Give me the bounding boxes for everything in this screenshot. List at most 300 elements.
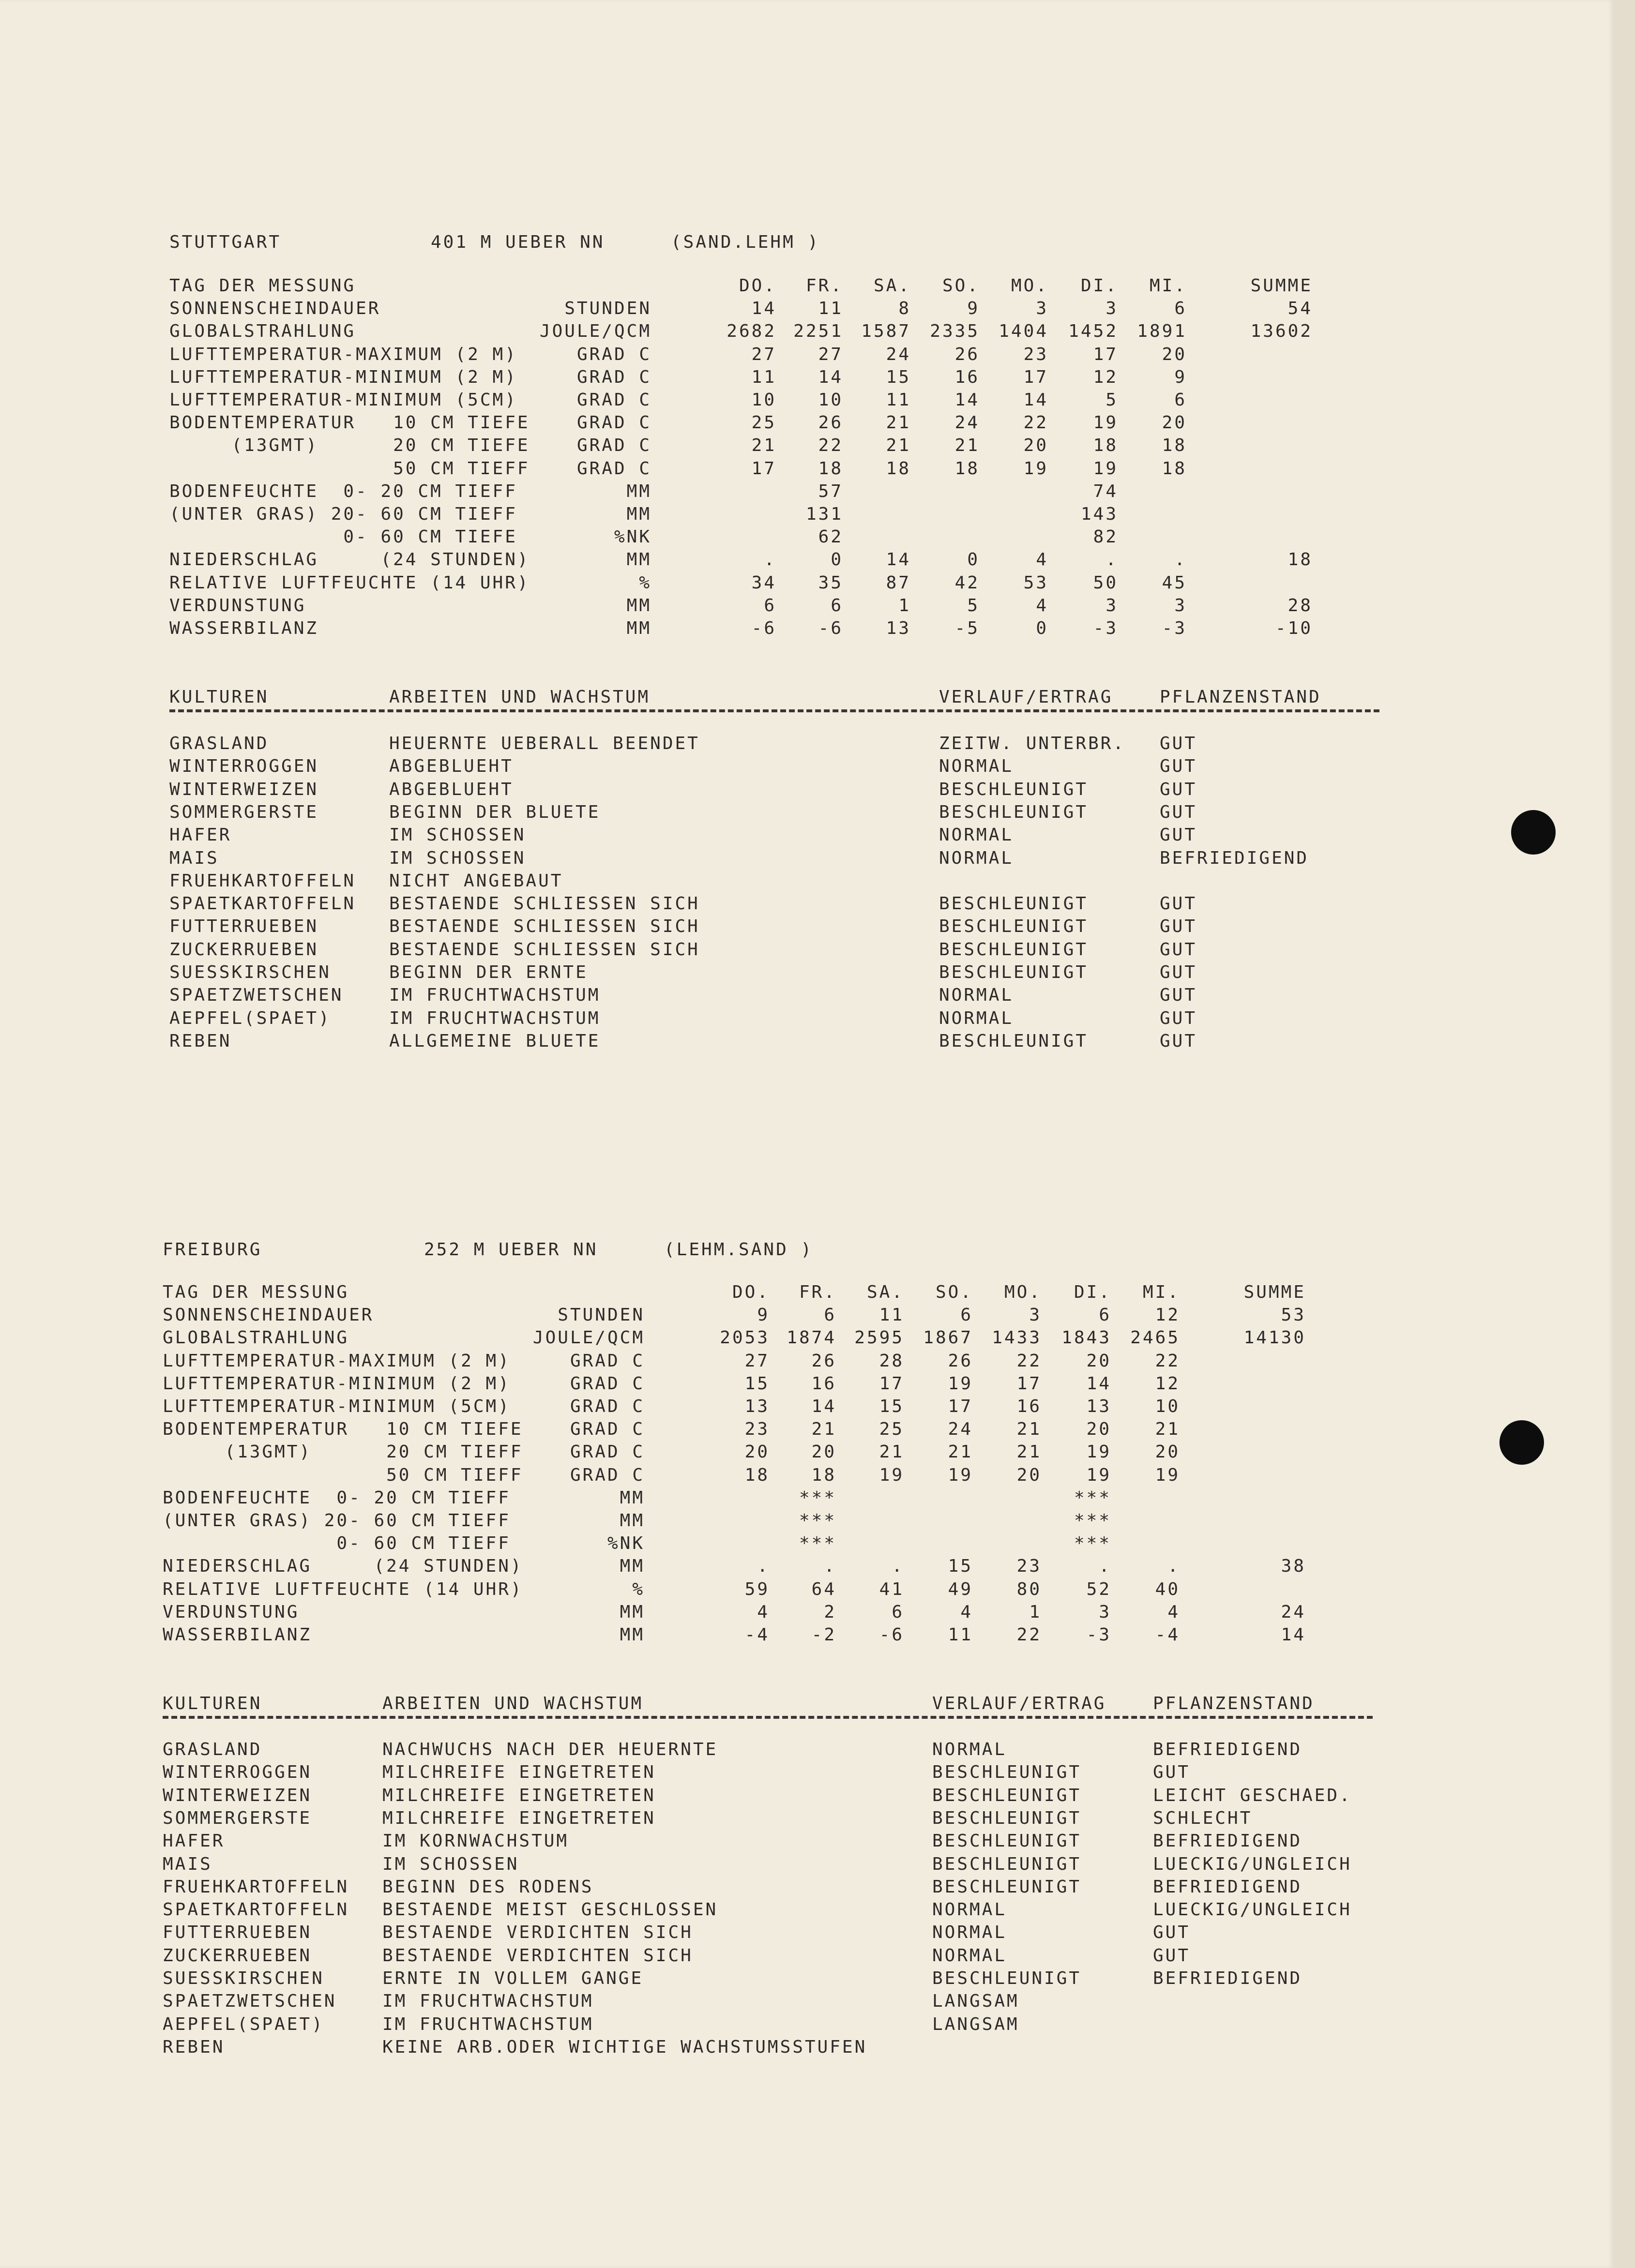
measure-value: 13 — [886, 618, 911, 638]
measure-label: NIEDERSCHLAG (24 STUNDEN) — [163, 1556, 523, 1577]
measure-value: 35 — [818, 572, 843, 593]
measure-row — [0, 1510, 1597, 1532]
measure-unit: MM — [626, 481, 651, 501]
crop-work: BESTAENDE SCHLIESSEN SICH — [389, 894, 700, 914]
measure-value: 8 — [898, 299, 911, 319]
measure-row — [0, 1555, 1597, 1577]
crop-state: GUT — [1153, 1762, 1191, 1783]
measure-unit: MM — [620, 1625, 645, 1645]
day-header: DI. — [1080, 276, 1118, 296]
measure-value: 0 — [967, 550, 980, 570]
measure-value: 14 — [1086, 1373, 1111, 1394]
crop-row — [0, 1785, 1597, 1807]
measure-value: 17 — [1093, 344, 1118, 364]
measure-label: LUFTTEMPERATUR-MAXIMUM (2 M) — [163, 1351, 511, 1371]
measure-value: 3 — [1174, 595, 1187, 616]
crop-row — [0, 1922, 1597, 1944]
crop-work: BEGINN DER ERNTE — [389, 962, 588, 982]
measure-value: 17 — [1023, 367, 1048, 387]
measure-unit: JOULE/QCM — [532, 1328, 645, 1348]
measure-unit: %NK — [614, 527, 651, 547]
measure-value: 6 — [892, 1602, 904, 1622]
measure-value: 10 — [818, 390, 843, 410]
crop-name: WINTERWEIZEN — [169, 779, 319, 799]
crop-trend: NORMAL — [939, 1008, 1014, 1028]
measure-value: 26 — [811, 1351, 836, 1371]
measure-value: 18 — [954, 458, 980, 479]
measure-row — [0, 1578, 1597, 1601]
measure-value: . — [764, 550, 776, 570]
measure-value: 4 — [1036, 550, 1048, 570]
measure-sum: 38 — [1281, 1556, 1306, 1577]
measure-label: VERDUNSTUNG — [169, 595, 306, 616]
day-header: DI. — [1074, 1282, 1111, 1302]
crop-trend: BESCHLEUNIGT — [939, 962, 1089, 982]
measure-unit: GRAD C — [570, 1442, 645, 1462]
measure-unit: % — [639, 572, 651, 593]
measure-value: 19 — [948, 1373, 973, 1394]
measure-value: 18 — [744, 1465, 770, 1485]
measure-value: 4 — [960, 1602, 973, 1622]
measure-value: 17 — [751, 458, 776, 479]
measure-value: -3 — [1086, 1625, 1111, 1645]
measure-value: 20 — [1162, 413, 1187, 433]
day-header: MI. — [1149, 276, 1187, 296]
measure-value: 14 — [751, 299, 776, 319]
measure-value: 0 — [1036, 618, 1048, 638]
measure-value: 27 — [751, 344, 776, 364]
measure-row — [0, 1624, 1597, 1646]
measure-value: 19 — [1093, 413, 1118, 433]
measure-value: 3 — [1029, 1305, 1042, 1325]
crop-row — [0, 1830, 1597, 1852]
day-header-row — [0, 275, 1597, 297]
measure-sum: -10 — [1275, 618, 1313, 638]
measure-unit: % — [632, 1579, 645, 1599]
measure-title-label: TAG DER MESSUNG — [163, 1282, 349, 1302]
measure-value: 26 — [948, 1351, 973, 1371]
station-elevation: 401 M UEBER NN — [431, 232, 605, 252]
crop-row — [0, 847, 1597, 870]
crop-row — [0, 2013, 1597, 2036]
crop-row — [0, 1761, 1597, 1784]
measure-value: 19 — [1093, 458, 1118, 479]
measure-value: 20 — [1086, 1351, 1111, 1371]
measure-row — [0, 298, 1597, 320]
measure-value: 82 — [1093, 527, 1118, 547]
crop-work: ERNTE IN VOLLEM GANGE — [382, 1968, 644, 1988]
sum-header: SUMME — [1243, 1282, 1306, 1302]
measure-unit: GRAD C — [576, 413, 651, 433]
crop-trend: BESCHLEUNIGT — [939, 894, 1089, 914]
measure-value: 1452 — [1068, 321, 1118, 342]
crop-work: NACHWUCHS NACH DER HEUERNTE — [382, 1740, 718, 1759]
measure-value: 2595 — [854, 1328, 904, 1348]
measure-value: 62 — [818, 527, 843, 547]
measure-value: 1891 — [1137, 321, 1187, 342]
crop-name: WINTERROGGEN — [163, 1762, 312, 1783]
measure-value: . — [1174, 550, 1187, 570]
crops-col-state: PFLANZENSTAND — [1160, 687, 1321, 707]
crops-col-crop: KULTUREN — [169, 687, 269, 707]
crop-name: SOMMERGERSTE — [163, 1808, 312, 1828]
measure-row — [0, 1350, 1597, 1372]
measure-value: 1867 — [923, 1328, 973, 1348]
measure-value: 20 — [1155, 1442, 1180, 1462]
measure-value: *** — [1074, 1487, 1111, 1508]
measure-value: -3 — [1093, 618, 1118, 638]
crop-trend: LANGSAM — [932, 1991, 1019, 2012]
measure-unit: GRAD C — [576, 458, 651, 479]
station-soil: (LEHM.SAND ) — [664, 1240, 814, 1260]
measure-value: -4 — [744, 1625, 770, 1645]
measure-value: 27 — [818, 344, 843, 364]
measure-value: 1874 — [787, 1328, 836, 1348]
measure-value: 25 — [751, 413, 776, 433]
crop-state: GUT — [1160, 894, 1197, 914]
crop-work: BESTAENDE VERDICHTEN SICH — [382, 1923, 693, 1943]
measure-value: 9 — [757, 1305, 770, 1325]
measure-value: 10 — [751, 390, 776, 410]
crop-name: SOMMERGERSTE — [169, 802, 319, 822]
crop-trend: NORMAL — [932, 1923, 1007, 1943]
measure-value: 12 — [1093, 367, 1118, 387]
measure-value: 23 — [1023, 344, 1048, 364]
crop-trend: BESCHLEUNIGT — [932, 1831, 1082, 1851]
crop-name: ZUCKERRUEBEN — [169, 939, 319, 960]
measure-unit: MM — [626, 550, 651, 570]
measure-row — [0, 435, 1597, 457]
day-header: SO. — [942, 276, 980, 296]
crop-work: BEGINN DES RODENS — [382, 1877, 594, 1897]
measure-row — [0, 1464, 1597, 1487]
measure-value: 24 — [886, 344, 911, 364]
measure-value: 59 — [744, 1579, 770, 1599]
crop-trend: NORMAL — [932, 1945, 1007, 1966]
measure-label: LUFTTEMPERATUR-MINIMUM (5CM) — [163, 1397, 511, 1416]
measure-value: 18 — [1162, 458, 1187, 479]
measure-value: 53 — [1023, 572, 1048, 593]
day-header: FR. — [799, 1282, 836, 1302]
measure-value: 27 — [744, 1351, 770, 1371]
measure-value: . — [1167, 1556, 1180, 1577]
day-header: MO. — [1004, 1282, 1042, 1302]
crop-name: WINTERROGGEN — [169, 756, 319, 777]
crop-trend: BESCHLEUNIGT — [932, 1762, 1082, 1783]
measure-row — [0, 1373, 1597, 1395]
crop-name: AEPFEL(SPAET) — [169, 1008, 331, 1028]
measure-value: 16 — [811, 1373, 836, 1394]
measure-unit: GRAD C — [570, 1465, 645, 1485]
measure-value: 23 — [744, 1419, 770, 1440]
crop-work: IM FRUCHTWACHSTUM — [389, 1008, 601, 1028]
crop-state: GUT — [1160, 802, 1197, 822]
crop-row — [0, 1876, 1597, 1898]
measure-value: 45 — [1162, 572, 1187, 593]
crop-work: BESTAENDE VERDICHTEN SICH — [382, 1945, 693, 1966]
measure-value: -3 — [1162, 618, 1187, 638]
crop-state: GUT — [1160, 962, 1197, 982]
measure-label: (13GMT) 20 CM TIEFE — [169, 436, 530, 456]
crop-state: LUECKIG/UNGLEICH — [1153, 1854, 1352, 1874]
crop-name: MAIS — [163, 1854, 212, 1874]
crop-state: GUT — [1160, 779, 1197, 799]
crop-row — [0, 870, 1597, 892]
crop-name: SPAETKARTOFFELN — [163, 1900, 349, 1920]
sum-header: SUMME — [1250, 276, 1313, 296]
crops-col-crop: KULTUREN — [163, 1694, 262, 1713]
crop-state: GUT — [1160, 1031, 1197, 1051]
measure-value: 2335 — [930, 321, 980, 342]
measure-label: BODENFEUCHTE 0- 20 CM TIEFF — [169, 481, 517, 501]
measure-row — [0, 344, 1597, 366]
crop-name: WINTERWEIZEN — [163, 1785, 312, 1805]
crop-trend: NORMAL — [939, 848, 1014, 868]
crops-header-row — [0, 686, 1597, 708]
measure-label: (UNTER GRAS) 20- 60 CM TIEFF — [163, 1511, 511, 1531]
measure-sum: 28 — [1287, 595, 1313, 616]
measure-row — [0, 526, 1597, 548]
crops-header-row — [0, 1693, 1597, 1715]
measure-value: 26 — [954, 344, 980, 364]
measure-value: 3 — [1036, 299, 1048, 319]
crop-row — [0, 916, 1597, 938]
measure-value: 50 — [1093, 572, 1118, 593]
measure-sum: 13602 — [1250, 321, 1313, 342]
measure-row — [0, 595, 1597, 617]
crop-row — [0, 1990, 1597, 2013]
measure-value: 15 — [879, 1397, 904, 1416]
crop-trend: BESCHLEUNIGT — [932, 1785, 1082, 1805]
measure-value: 21 — [879, 1442, 904, 1462]
measure-unit: GRAD C — [576, 390, 651, 410]
measure-value: 21 — [1016, 1419, 1042, 1440]
measure-sum: 24 — [1281, 1602, 1306, 1622]
crop-trend: BESCHLEUNIGT — [932, 1808, 1082, 1828]
measure-value: 20 — [811, 1442, 836, 1462]
measure-value: 11 — [751, 367, 776, 387]
measure-value: 12 — [1155, 1305, 1180, 1325]
measure-value: 0 — [831, 550, 843, 570]
measure-label: LUFTTEMPERATUR-MINIMUM (2 M) — [169, 367, 517, 387]
measure-value: 18 — [811, 1465, 836, 1485]
measure-label: (13GMT) 20 CM TIEFF — [163, 1442, 523, 1462]
measure-value: -2 — [811, 1625, 836, 1645]
crop-work: ABGEBLUEHT — [389, 779, 514, 799]
crop-state: LEICHT GESCHAED. — [1153, 1785, 1352, 1805]
measure-value: 49 — [948, 1579, 973, 1599]
measure-value: 22 — [1016, 1625, 1042, 1645]
crop-work: MILCHREIFE EINGETRETEN — [382, 1762, 656, 1783]
dashed-separator — [163, 1716, 1373, 1719]
measure-value: 11 — [879, 1305, 904, 1325]
crop-state: LUECKIG/UNGLEICH — [1153, 1900, 1352, 1920]
crop-state: SCHLECHT — [1153, 1808, 1253, 1828]
measure-value: 16 — [1016, 1397, 1042, 1416]
crop-work: BESTAENDE SCHLIESSEN SICH — [389, 939, 700, 960]
measure-value: -6 — [751, 618, 776, 638]
crop-state: GUT — [1153, 1945, 1191, 1966]
crops-col-trend: VERLAUF/ERTRAG — [939, 687, 1113, 707]
measure-label: 0- 60 CM TIEFE — [169, 527, 517, 547]
measure-value: 21 — [886, 436, 911, 456]
crop-row — [0, 1030, 1597, 1052]
measure-label: GLOBALSTRAHLUNG — [169, 321, 356, 342]
measure-value: 11 — [818, 299, 843, 319]
measure-unit: GRAD C — [570, 1419, 645, 1440]
measure-label: BODENFEUCHTE 0- 20 CM TIEFF — [163, 1487, 511, 1508]
crop-row — [0, 1739, 1597, 1761]
measure-value: 26 — [818, 413, 843, 433]
measure-row — [0, 412, 1597, 434]
measure-row — [0, 1487, 1597, 1509]
measure-unit: STUNDEN — [564, 299, 651, 319]
measure-value: 22 — [1016, 1351, 1042, 1371]
measure-label: BODENTEMPERATUR 10 CM TIEFE — [169, 413, 530, 433]
crop-trend: BESCHLEUNIGT — [939, 802, 1089, 822]
crop-name: FRUEHKARTOFFELN — [163, 1877, 349, 1897]
measure-value: . — [757, 1556, 770, 1577]
measure-value: 20 — [744, 1442, 770, 1462]
measure-value: 18 — [886, 458, 911, 479]
measure-unit: GRAD C — [570, 1397, 645, 1416]
crop-work: NICHT ANGEBAUT — [389, 871, 563, 891]
measure-title-label: TAG DER MESSUNG — [169, 276, 356, 296]
measure-row — [0, 1441, 1597, 1463]
measure-value: 3 — [1105, 299, 1118, 319]
measure-sum: 54 — [1287, 299, 1313, 319]
measure-label: 50 CM TIEFF — [169, 458, 530, 479]
measure-label: WASSERBILANZ — [169, 618, 319, 638]
measure-value: *** — [799, 1533, 836, 1554]
measure-value: 74 — [1093, 481, 1118, 501]
crops-col-state: PFLANZENSTAND — [1153, 1694, 1315, 1713]
measure-value: 14 — [954, 390, 980, 410]
measure-value: 5 — [967, 595, 980, 616]
day-header: DO. — [732, 1282, 770, 1302]
measure-label: NIEDERSCHLAG (24 STUNDEN) — [169, 550, 530, 570]
measure-value: 4 — [1036, 595, 1048, 616]
measure-value: 24 — [948, 1419, 973, 1440]
crop-name: AEPFEL(SPAET) — [163, 2014, 324, 2034]
measure-value: 14 — [818, 367, 843, 387]
measure-value: 19 — [1155, 1465, 1180, 1485]
measure-value: 16 — [954, 367, 980, 387]
measure-row — [0, 1396, 1597, 1418]
crop-work: IM KORNWACHSTUM — [382, 1831, 569, 1851]
crop-work: BESTAENDE SCHLIESSEN SICH — [389, 916, 700, 937]
measure-row — [0, 503, 1597, 526]
crop-name: GRASLAND — [169, 734, 269, 753]
measure-value: 1404 — [999, 321, 1048, 342]
measure-row — [0, 572, 1597, 594]
measure-label: RELATIVE LUFTFEUCHTE (14 UHR) — [169, 572, 530, 593]
station-elevation: 252 M UEBER NN — [424, 1240, 598, 1260]
measure-value: 6 — [960, 1305, 973, 1325]
crop-name: GRASLAND — [163, 1740, 262, 1759]
measure-unit: %NK — [607, 1533, 645, 1554]
day-header: SO. — [935, 1282, 973, 1302]
measure-value: 20 — [1162, 344, 1187, 364]
measure-value: 80 — [1016, 1579, 1042, 1599]
measure-value: 5 — [1105, 390, 1118, 410]
measure-sum: 18 — [1287, 550, 1313, 570]
crop-row — [0, 801, 1597, 824]
day-header-row — [0, 1281, 1597, 1304]
measure-row — [0, 481, 1597, 503]
crop-work: BEGINN DER BLUETE — [389, 802, 601, 822]
crop-row — [0, 733, 1597, 755]
crop-name: SPAETKARTOFFELN — [169, 894, 356, 914]
measure-value: 64 — [811, 1579, 836, 1599]
measure-row — [0, 617, 1597, 640]
measure-row — [0, 1532, 1597, 1555]
crop-trend: NORMAL — [932, 1900, 1007, 1920]
station-header — [169, 231, 895, 254]
measure-value: . — [1105, 550, 1118, 570]
measure-value: 21 — [948, 1442, 973, 1462]
measure-value: 9 — [967, 299, 980, 319]
crop-state: GUT — [1160, 939, 1197, 960]
crop-row — [0, 1899, 1597, 1921]
measure-value: 19 — [879, 1465, 904, 1485]
measure-value: *** — [799, 1487, 836, 1508]
crop-name: REBEN — [169, 1031, 232, 1051]
measure-value: 23 — [1016, 1556, 1042, 1577]
station-name: STUTTGART — [169, 232, 282, 252]
crop-state: GUT — [1160, 1008, 1197, 1028]
crop-row — [0, 961, 1597, 984]
crop-name: SPAETZWETSCHEN — [163, 1991, 337, 2012]
measure-value: 21 — [1016, 1442, 1042, 1462]
crop-name: FRUEHKARTOFFELN — [169, 871, 356, 891]
measure-label: (UNTER GRAS) 20- 60 CM TIEFF — [169, 504, 517, 524]
measure-value: 2053 — [720, 1328, 770, 1348]
crop-state: BEFRIEDIGEND — [1153, 1740, 1302, 1759]
measure-value: 17 — [1016, 1373, 1042, 1394]
measure-label: SONNENSCHEINDAUER — [163, 1305, 374, 1325]
crop-work: IM FRUCHTWACHSTUM — [382, 1991, 594, 2012]
crop-trend: NORMAL — [939, 825, 1014, 845]
crop-trend: NORMAL — [932, 1740, 1007, 1759]
measure-value: 9 — [1174, 367, 1187, 387]
measure-value: -4 — [1155, 1625, 1180, 1645]
measure-value: 4 — [1167, 1602, 1180, 1622]
measure-value: 40 — [1155, 1579, 1180, 1599]
crop-name: MAIS — [169, 848, 219, 868]
measure-label: LUFTTEMPERATUR-MAXIMUM (2 M) — [169, 344, 517, 364]
crop-row — [0, 939, 1597, 961]
measure-label: 0- 60 CM TIEFF — [163, 1533, 511, 1554]
measure-unit: MM — [620, 1556, 645, 1577]
measure-value: *** — [799, 1511, 836, 1531]
measure-unit: GRAD C — [576, 436, 651, 456]
measure-row — [0, 458, 1597, 480]
day-header: MO. — [1011, 276, 1048, 296]
crop-trend: BESCHLEUNIGT — [932, 1877, 1082, 1897]
crop-state: GUT — [1160, 985, 1197, 1006]
measure-value: 19 — [948, 1465, 973, 1485]
measure-unit: MM — [626, 595, 651, 616]
crop-work: ABGEBLUEHT — [389, 756, 514, 777]
crop-trend: BESCHLEUNIGT — [932, 1968, 1082, 1988]
measure-sum: 14 — [1281, 1625, 1306, 1645]
crop-row — [0, 1007, 1597, 1030]
crop-state: BEFRIEDIGEND — [1153, 1831, 1302, 1851]
crop-work: BESTAENDE MEIST GESCHLOSSEN — [382, 1900, 718, 1920]
measure-sum: 53 — [1281, 1305, 1306, 1325]
crop-work: IM FRUCHTWACHSTUM — [389, 985, 601, 1006]
